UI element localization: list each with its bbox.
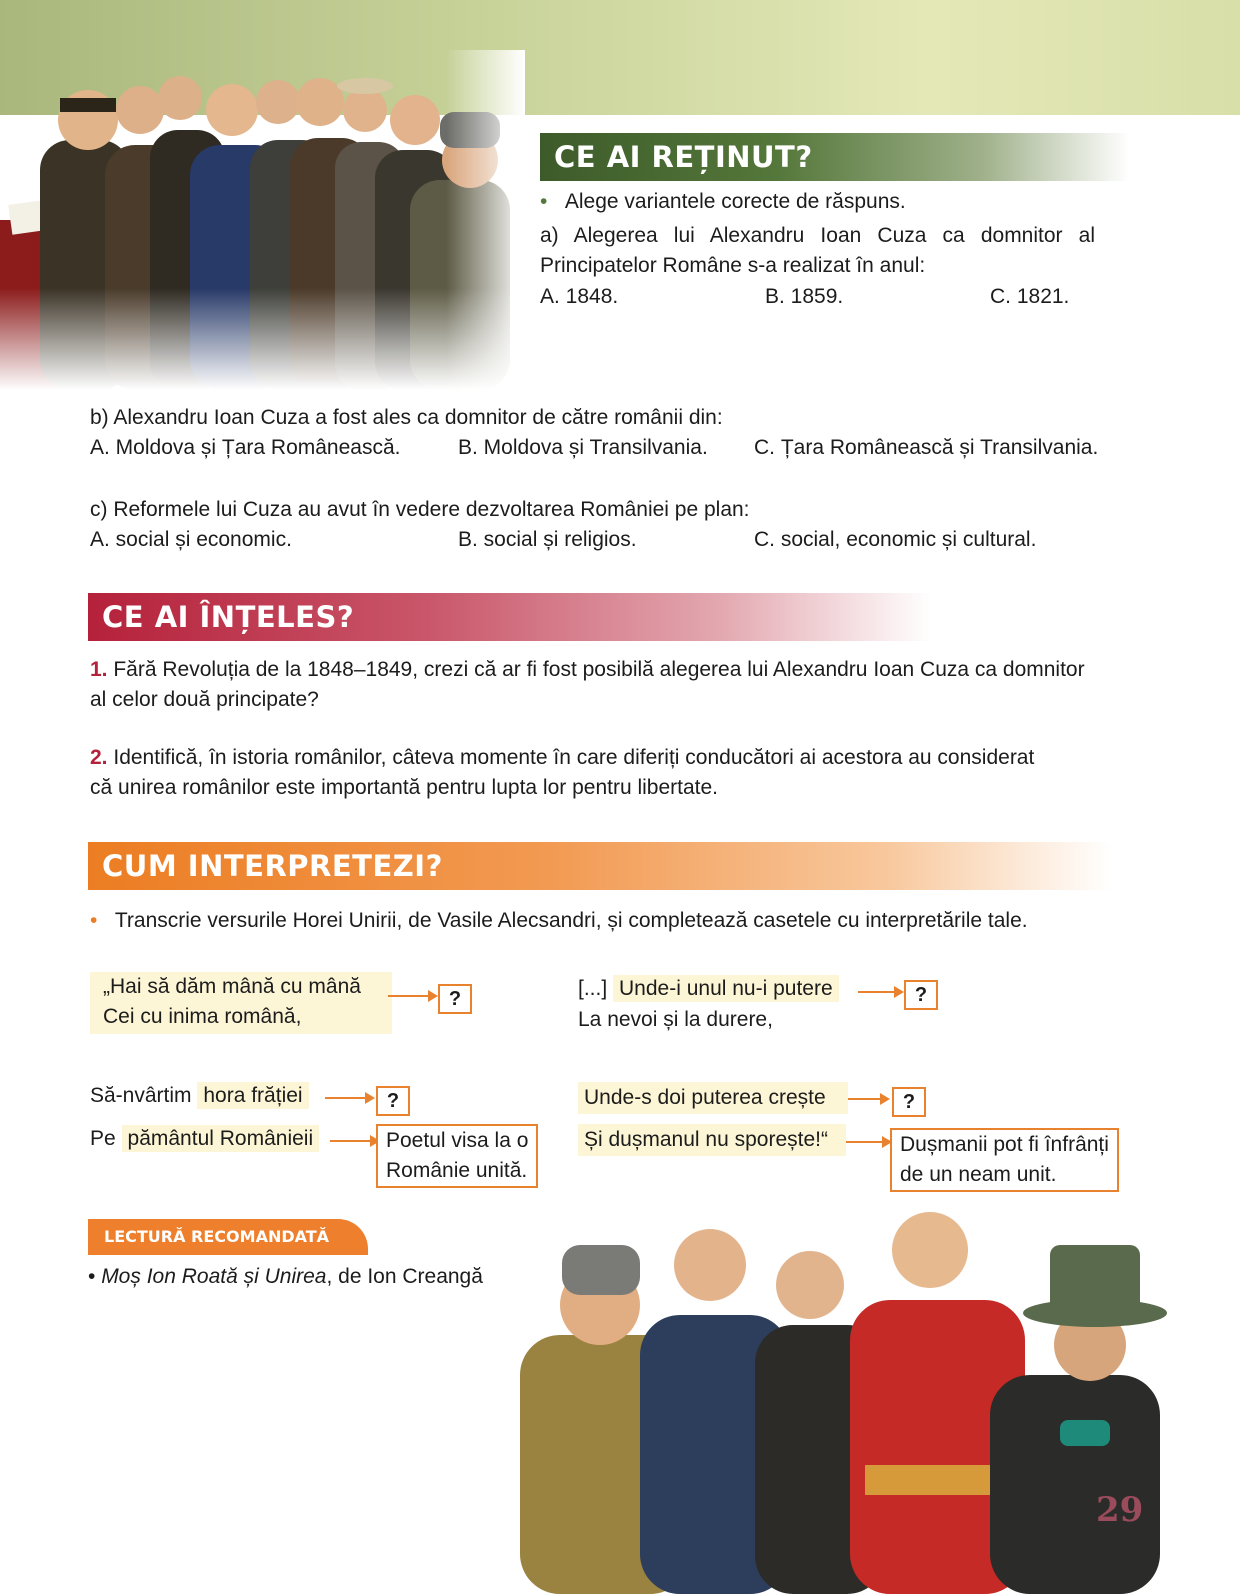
question-a-option-c: C. 1821. — [990, 285, 1070, 308]
recommended-book — [88, 1262, 483, 1292]
verse-line-2: Cei cu inima română, — [103, 1005, 302, 1028]
question-a-option-b: B. 1859. — [765, 285, 844, 308]
book-author: , de Ion Creangă — [326, 1265, 483, 1288]
question-2-number: 2. — [90, 746, 108, 769]
question-b-option-b: B. Moldova și Transilvania. — [458, 436, 708, 459]
question-a-line2: Principatelor Române s-a realizat în anul: — [540, 254, 926, 277]
question-b-option-a: A. Moldova și Țara Românească. — [90, 436, 401, 459]
verse-line-3-start: Să-nvârtim — [90, 1084, 198, 1107]
answer-dusmani-line2: de un neam unit. — [900, 1163, 1057, 1186]
verse-line-6: La nevoi și la durere, — [578, 1008, 773, 1031]
verse-line-5-start: [...] — [578, 977, 614, 1000]
verse-line-3 — [90, 1081, 309, 1111]
question-2-text: Identifică, în istoria românilor, câteva momente în care diferiți conducători ai acestora au considerat — [113, 746, 1035, 769]
book-title: Moș Ion Roată și Unirea — [101, 1265, 327, 1288]
answer-box-dusmani[interactable] — [890, 1128, 1119, 1192]
arrow-icon — [848, 1091, 890, 1107]
answer-box-4[interactable]: ? — [892, 1087, 926, 1117]
section-header-ce-ai-inteles: CE AI ÎNȚELES? — [88, 593, 932, 641]
question-c-option-b: B. social și religios. — [458, 528, 637, 551]
bullet-icon: • — [90, 909, 115, 932]
page-number: 29 — [1096, 1490, 1144, 1530]
arrow-icon — [846, 1134, 892, 1150]
verse-line-5 — [578, 974, 839, 1004]
verse-line-4-highlight: pământul Românieii — [122, 1125, 320, 1152]
question-b-option-c: C. Țara Românească și Transilvania. — [754, 436, 1099, 459]
verse-line-3-highlight: hora frăției — [197, 1082, 308, 1109]
answer-box-3[interactable]: ? — [904, 980, 938, 1010]
answer-box-2[interactable]: ? — [376, 1086, 410, 1116]
answer-poet-line2: Românie unită. — [386, 1159, 528, 1182]
arrow-icon — [858, 984, 904, 1000]
question-1-line1 — [90, 655, 1085, 685]
question-1-number: 1. — [90, 658, 108, 681]
verse-line-4 — [90, 1124, 319, 1154]
answer-box-1[interactable]: ? — [438, 984, 472, 1014]
illustration-unionists-group — [0, 50, 525, 390]
question-a-option-a: A. 1848. — [540, 285, 619, 308]
arrow-icon — [388, 988, 438, 1004]
arrow-icon — [325, 1090, 375, 1106]
question-2-line2: că unirea românilor este importantă pentru lupta lor pentru libertate. — [90, 776, 719, 799]
question-b-text: b) Alexandru Ioan Cuza a fost ales ca domnitor de către românii din: — [90, 406, 723, 429]
instruction-item — [540, 187, 906, 217]
section-header-cum-interpretezi: CUM INTERPRETEZI? — [88, 842, 1112, 890]
verse-line-4-start: Pe — [90, 1127, 122, 1150]
instruction-transcribe-text: Transcrie versurile Horei Unirii, de Vasile Alecsandri, și completează casetele cu interpretările tale. — [114, 909, 1028, 932]
arrow-icon — [330, 1133, 380, 1149]
question-1-line2: al celor două principate? — [90, 688, 319, 711]
question-2-line1 — [90, 743, 1034, 773]
illustration-cuza-and-unionists — [520, 1205, 1220, 1594]
section-header-ce-ai-retinut: CE AI REȚINUT? — [540, 133, 1129, 181]
verse-line-7: Unde-s doi puterea crește — [584, 1086, 826, 1109]
bullet-icon: • — [540, 190, 565, 213]
answer-dusmani-line1: Dușmanii pot fi înfrânți — [900, 1133, 1109, 1156]
question-c-option-a: A. social și economic. — [90, 528, 292, 551]
question-c-text: c) Reformele lui Cuza au avut în vedere dezvoltarea României pe plan: — [90, 498, 750, 521]
answer-poet-line1: Poetul visa la o — [386, 1129, 529, 1152]
answer-box-poet[interactable] — [376, 1124, 538, 1188]
recommended-reading-header: LECTURĂ RECOMANDATĂ — [88, 1219, 368, 1255]
instruction-text: Alege variantele corecte de răspuns. — [564, 190, 906, 213]
question-c-option-c: C. social, economic și cultural. — [754, 528, 1037, 551]
question-a-line1: a) Alegerea lui Alexandru Ioan Cuza ca domnitor al — [540, 224, 1095, 247]
verse-line-5-highlight: Unde-i unul nu-i putere — [613, 975, 839, 1002]
verse-line-1: „Hai să dăm mână cu mână — [103, 975, 361, 998]
verse-line-8: Și dușmanul nu sporește!“ — [584, 1128, 828, 1151]
bullet-icon: • — [88, 1265, 102, 1288]
instruction-item-transcribe — [90, 906, 1028, 936]
question-1-text: Fără Revoluția de la 1848–1849, crezi că ar fi fost posibilă alegerea lui Alexandru Ioan Cuza ca domnitor — [113, 658, 1085, 681]
